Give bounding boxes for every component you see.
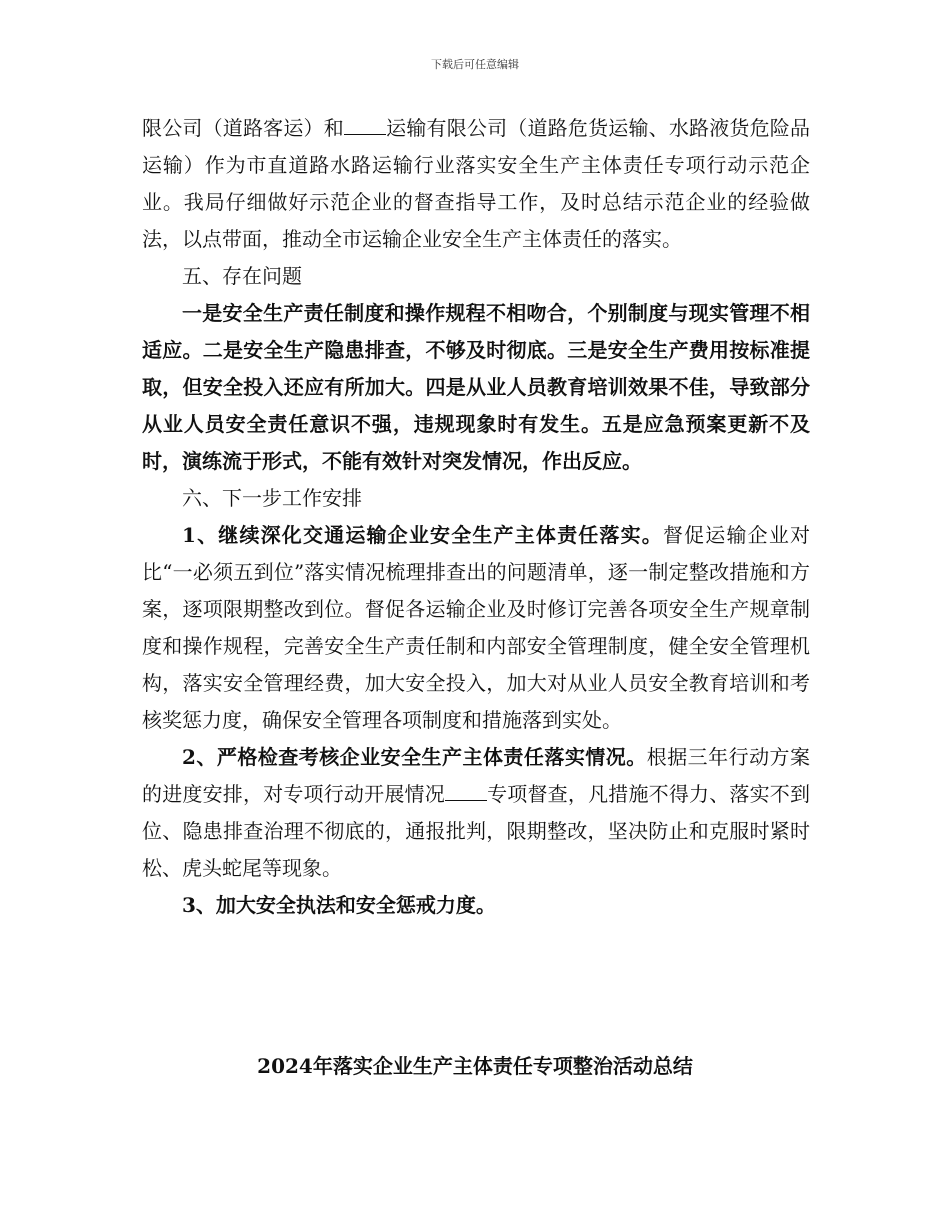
- item-body: 根据三年行动方案的进度安排，对专项行动开展情况: [142, 745, 811, 806]
- paragraph-item-2: [142, 739, 810, 887]
- section-heading-next-steps: 六、下一步工作安排: [182, 486, 362, 510]
- text-segment: 限公司（道路客运）和: [142, 116, 344, 140]
- paragraph-demo-enterprises: [142, 110, 810, 258]
- item-lead: 2、严格检查考核企业安全生产主体责任落实情况。: [182, 745, 647, 769]
- page-header: 下载后可任意编辑: [431, 58, 519, 71]
- paragraph-problems: 一是安全生产责任制度和操作规程不相吻合，个别制度与现实管理不相适应。二是安全生产隐患排查，不够及时彻底。三是安全生产费用按标准提取，但安全投入还应有所加大。四是从业人员教育培训效果不佳，导致部分从业人员安全责任意识不强，违规现象时有发生。五是应急预案更新不及时，演练流于形式，不能有效针对突发情况，作出反应。: [142, 301, 810, 473]
- item-lead: 3、加大安全执法和安全惩戒力度。: [182, 893, 496, 917]
- document-body: [142, 110, 810, 924]
- document-title: 2024年落实企业生产主体责任专项整治活动总结: [257, 1054, 693, 1078]
- item-body: 专项督查，凡措施不得力、落实不到位、隐患排查治理不彻底的，通报批判，限期整改，坚决防止和克服时紧时松、虎头蛇尾等现象。: [142, 782, 811, 880]
- fill-blank: [445, 782, 487, 801]
- item-body: 督促运输企业对比“一必须五到位”落实情况梳理排查出的问题清单，逐一制定整改措施和方案，逐项限期整改到位。督促各运输企业及时修订完善各项安全生产规章制度和操作规程，完善安全生产责任制和内部安全管理制度，健全安全管理机构，落实安全管理经费，加大安全投入，加大对从业人员安全教育培训和考核奖惩力度，确保安全管理各项制度和措施落到实处。: [142, 523, 811, 732]
- item-lead: 1、继续深化交通运输企业安全生产主体责任落实。: [182, 523, 663, 547]
- section-heading-problems: 五、存在问题: [182, 264, 302, 288]
- paragraph-item-1: [142, 517, 810, 739]
- text-segment: 运输有限公司（道路危货运输、水路液货危险品运输）作为市直道路水路运输行业落实安全生产主体责任专项行动示范企业。我局仔细做好示范企业的督查指导工作，及时总结示范企业的经验做法，以点带面，推动全市运输企业安全生产主体责任的落实。: [142, 116, 811, 251]
- fill-blank: [344, 116, 386, 135]
- paragraph-item-3: [142, 887, 810, 924]
